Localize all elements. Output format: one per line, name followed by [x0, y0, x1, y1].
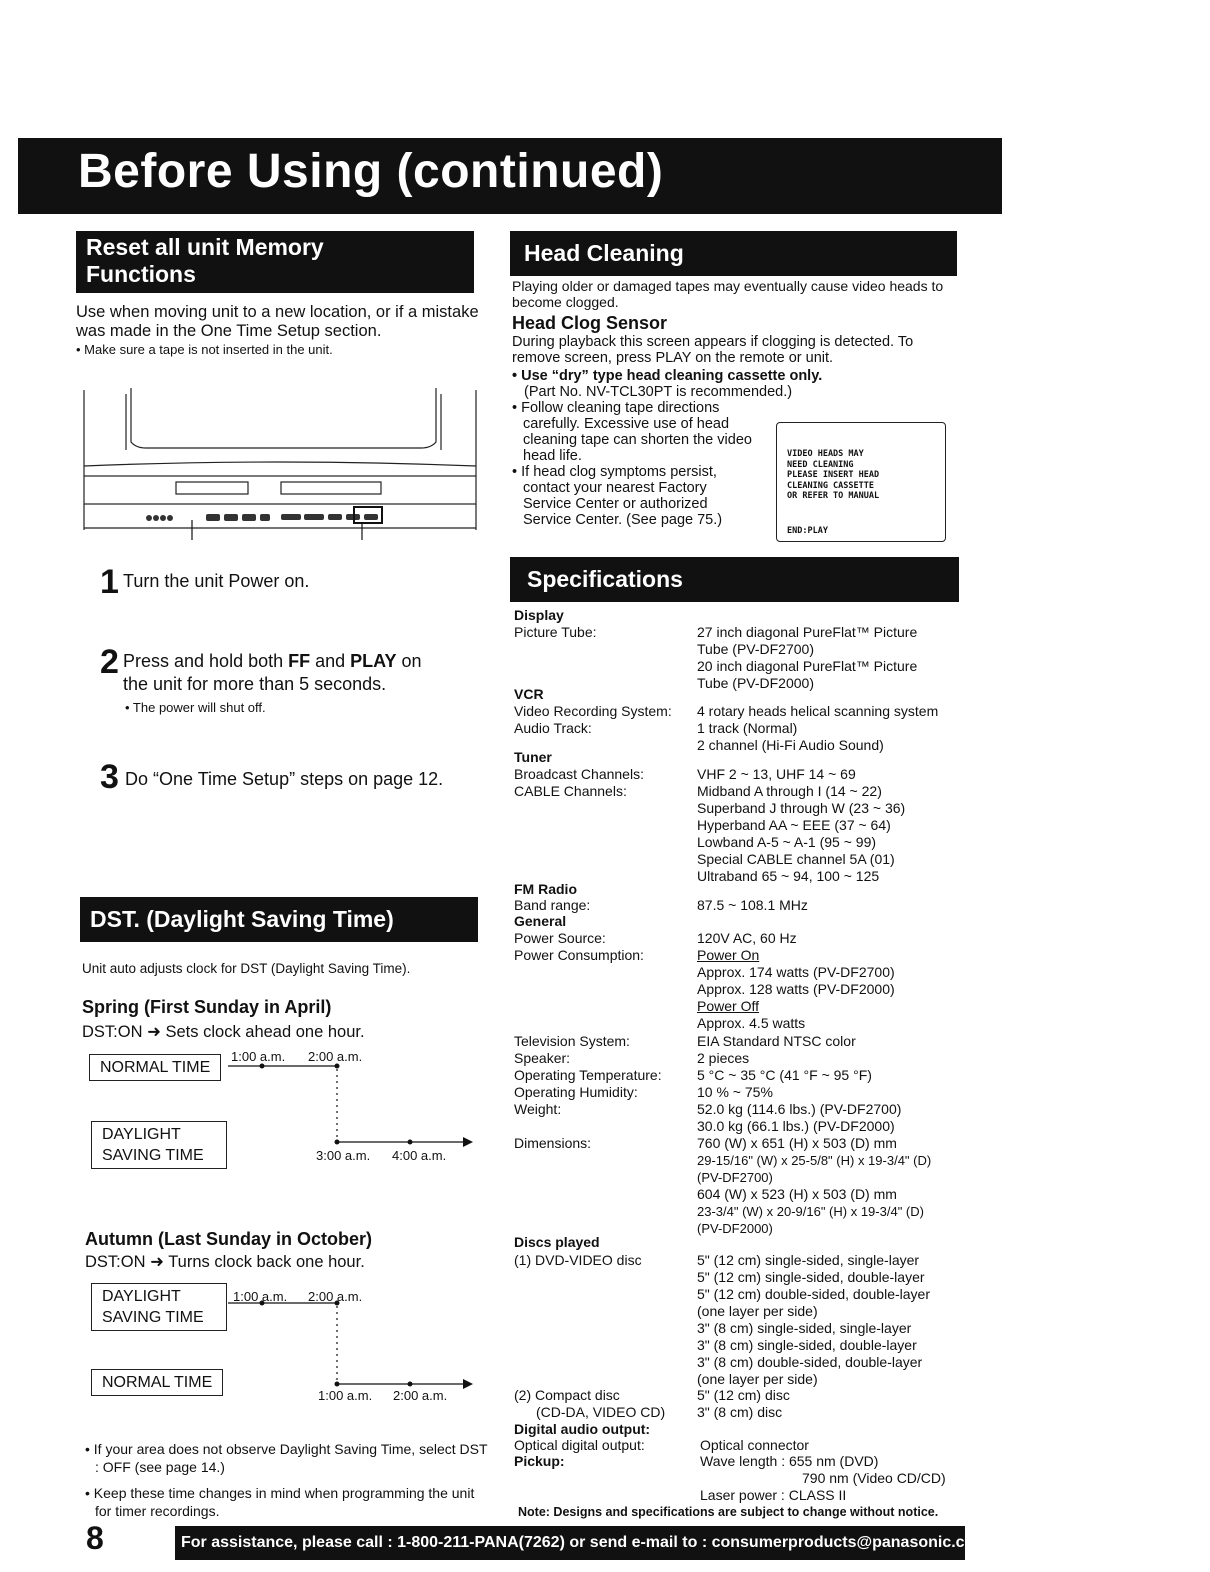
- autumn-time-2: 2:00 a.m.: [308, 1289, 363, 1304]
- dst-intro: Unit auto adjusts clock for DST (Daylight Saving Time).: [82, 961, 411, 976]
- spec-value-dvd-6: 3" (8 cm) single-sided, double-layer: [697, 1337, 917, 1353]
- spec-value-speaker: 2 pieces: [697, 1050, 750, 1066]
- spec-value-vrs: 4 rotary heads helical scanning system: [697, 703, 939, 719]
- hc-bullet-2: • Follow cleaning tape directions carefully. Excessive use of head cleaning tape can shorten the video head life.: [512, 400, 752, 464]
- screen-line-1: VIDEO HEADS MAY: [787, 449, 864, 459]
- hc-bullet-3: • If head clog symptoms persist, contact your nearest Factory Service Center or authorized Service Center. (See page 75.): [512, 464, 723, 528]
- reset-intro: Use when moving unit to a new location, or if a mistake was made in the One Time Setup section.: [76, 303, 479, 340]
- specs-note: Note: Designs and specifications are subject to change without notice.: [518, 1505, 939, 1519]
- spec-value-pk-1: Wave length : 655 nm (DVD): [700, 1453, 879, 1469]
- spring-time-2: 2:00 a.m.: [308, 1049, 363, 1064]
- head-clog-desc: During playback this screen appears if clogging is detected. To remove screen, press PLAY on the remote or unit.: [512, 334, 914, 366]
- autumn-timeline: [225, 1290, 485, 1400]
- spec-group-display: Display: [514, 607, 564, 623]
- spec-group-tuner: Tuner: [514, 749, 552, 765]
- spec-value-at-2: 2 channel (Hi-Fi Audio Sound): [697, 737, 884, 753]
- spec-value-pt-2: Tube (PV-DF2700): [697, 641, 814, 657]
- spec-value-d-4: 604 (W) x 523 (H) x 503 (D) mm: [697, 1186, 897, 1202]
- spec-label-cable: CABLE Channels:: [514, 783, 627, 799]
- step2-text: [123, 650, 483, 696]
- screen-line-2: NEED CLEANING: [787, 459, 854, 470]
- spec-label-cd-sub: (CD-DA, VIDEO CD): [536, 1404, 666, 1420]
- screen-end-play: END:PLAY: [787, 526, 828, 536]
- spec-label-picture-tube: Picture Tube:: [514, 624, 597, 640]
- spec-value-cb-4: Lowband A-5 ~ A-1 (95 ~ 99): [697, 834, 877, 850]
- step2-number: 2: [100, 643, 119, 681]
- spec-value-dvd-2: 5" (12 cm) single-sided, double-layer: [697, 1269, 925, 1285]
- spec-value-cb-5: Special CABLE channel 5A (01): [697, 851, 895, 867]
- autumn-time-4: 2:00 a.m.: [393, 1388, 448, 1403]
- spring-time-3: 3:00 a.m.: [316, 1148, 371, 1163]
- step1-text: Turn the unit Power on.: [123, 571, 310, 591]
- spec-value-pt-3: 20 inch diagonal PureFlat™ Picture: [697, 658, 918, 674]
- dst-note-2: • Keep these time changes in mind when programming the unit for timer recordings.: [85, 1485, 475, 1519]
- autumn-normal-box: NORMAL TIME: [91, 1369, 223, 1396]
- spec-value-pk-2: 790 nm (Video CD/CD): [802, 1470, 946, 1486]
- spec-value-power-off: Power Off: [697, 998, 759, 1014]
- screen-line-5: OR REFER TO MANUAL: [787, 491, 880, 501]
- spec-value-pc-1: Approx. 174 watts (PV-DF2700): [697, 964, 895, 980]
- spec-label-broadcast: Broadcast Channels:: [514, 766, 644, 782]
- spec-group-vcr: VCR: [514, 686, 544, 702]
- spring-desc: DST:ON ➜ Sets clock ahead one hour.: [82, 1023, 365, 1041]
- spec-value-cd-2: 3" (8 cm) disc: [697, 1404, 783, 1420]
- step2-post: on: [396, 651, 422, 671]
- spec-value-op-temp: 5 °C ~ 35 °C (41 °F ~ 95 °F): [697, 1067, 872, 1083]
- head-cleaning-intro: Playing older or damaged tapes may eventually cause video heads to become clogged.: [512, 278, 944, 310]
- autumn-time-1: 1:00 a.m.: [233, 1289, 288, 1304]
- step1-number: 1: [100, 563, 119, 601]
- spec-value-odo: Optical connector: [700, 1437, 809, 1453]
- spec-value-dvd-5: 3" (8 cm) single-sided, single-layer: [697, 1320, 912, 1336]
- spec-label-dimensions: Dimensions:: [514, 1135, 592, 1151]
- head-clog-title: Head Clog Sensor: [512, 313, 668, 333]
- spec-value-d-6: (PV-DF2000): [697, 1221, 773, 1236]
- spring-normal-box: NORMAL TIME: [89, 1054, 221, 1081]
- page-number: 8: [86, 1520, 104, 1556]
- spec-label-speaker: Speaker:: [514, 1050, 571, 1066]
- spec-value-d-3: (PV-DF2700): [697, 1170, 773, 1185]
- spring-daylight-line1: DAYLIGHT: [102, 1126, 181, 1143]
- reset-heading: [76, 231, 474, 293]
- head-cleaning-heading: Head Cleaning: [510, 231, 957, 276]
- spec-label-op-temp: Operating Temperature:: [514, 1067, 662, 1083]
- spring-time-1: 1:00 a.m.: [231, 1049, 286, 1064]
- page-title: Before Using (continued): [78, 145, 664, 198]
- spec-value-cb-1: Midband A through I (14 ~ 22): [697, 783, 882, 799]
- spec-value-pc-2: Approx. 128 watts (PV-DF2000): [697, 981, 895, 997]
- dst-heading: DST. (Daylight Saving Time): [80, 897, 478, 942]
- step2-line2: the unit for more than 5 seconds.: [123, 674, 387, 694]
- spring-title: Spring (First Sunday in April): [82, 997, 332, 1017]
- step2-pre: Press and hold both: [123, 651, 289, 671]
- spec-value-power-source: 120V AC, 60 Hz: [697, 930, 797, 946]
- assistance-footer: For assistance, please call : 1-800-211-PANA(7262) or send e-mail to : consumerproducts@panasonic.com: [175, 1526, 965, 1560]
- spec-value-d-1: 760 (W) x 651 (H) x 503 (D) mm: [697, 1135, 897, 1151]
- spec-label-power-consumption: Power Consumption:: [514, 947, 644, 963]
- screen-line-4: CLEANING CASSETTE: [787, 480, 874, 491]
- spec-value-power-on: Power On: [697, 947, 760, 963]
- spec-value-op-humidity: 10 % ~ 75%: [697, 1084, 773, 1100]
- step3-number: 3: [100, 758, 119, 796]
- spec-value-w-2: 30.0 kg (66.1 lbs.) (PV-DF2000): [697, 1118, 895, 1134]
- spec-value-broadcast: VHF 2 ~ 13, UHF 14 ~ 69: [697, 766, 856, 782]
- tv-illustration: [76, 380, 486, 540]
- spec-value-cd-1: 5" (12 cm) disc: [697, 1387, 790, 1403]
- spec-value-band: 87.5 ~ 108.1 MHz: [697, 897, 808, 913]
- spec-value-cb-6: Ultraband 65 ~ 94, 100 ~ 125: [697, 868, 880, 884]
- autumn-title: Autumn (Last Sunday in October): [85, 1229, 373, 1249]
- step2-note: • The power will shut off.: [125, 700, 266, 715]
- spec-label-op-humidity: Operating Humidity:: [514, 1084, 638, 1100]
- spec-group-general: General: [514, 913, 567, 929]
- spec-value-w-1: 52.0 kg (114.6 lbs.) (PV-DF2700): [697, 1101, 902, 1117]
- spec-group-discs: Discs played: [514, 1234, 600, 1250]
- spec-group-fm: FM Radio: [514, 881, 577, 897]
- spring-daylight-box: [91, 1121, 227, 1169]
- spec-value-dvd-7: 3" (8 cm) double-sided, double-layer: [697, 1354, 923, 1370]
- dst-note-1: • If your area does not observe Daylight Saving Time, select DST : OFF (see page 14.): [85, 1441, 488, 1475]
- spring-daylight-line2: SAVING TIME: [102, 1147, 204, 1164]
- spec-value-dvd-4: (one layer per side): [697, 1303, 818, 1319]
- spec-value-cb-2: Superband J through W (23 ~ 36): [697, 800, 906, 816]
- autumn-time-3: 1:00 a.m.: [318, 1388, 373, 1403]
- reset-heading-line1: Reset all unit Memory: [86, 234, 324, 260]
- step2-play: PLAY: [350, 651, 397, 671]
- spec-value-pt-4: Tube (PV-DF2000): [697, 675, 814, 691]
- reset-heading-line2: Functions: [86, 261, 196, 287]
- spec-label-cd: (2) Compact disc: [514, 1387, 620, 1403]
- spec-group-dao: Digital audio output:: [514, 1421, 651, 1437]
- autumn-daylight-line2: SAVING TIME: [102, 1309, 204, 1326]
- step3-text: Do “One Time Setup” steps on page 12.: [125, 769, 444, 789]
- spec-label-tv-system: Television System:: [514, 1033, 630, 1049]
- autumn-daylight-line1: DAYLIGHT: [102, 1288, 181, 1305]
- spec-label-power-source: Power Source:: [514, 930, 606, 946]
- spec-label-pickup: Pickup:: [514, 1453, 565, 1469]
- spec-value-dvd-8: (one layer per side): [697, 1371, 818, 1387]
- spec-value-pk-3: Laser power : CLASS II: [700, 1487, 847, 1503]
- spec-value-tv-system: EIA Standard NTSC color: [697, 1033, 856, 1049]
- screen-line-3: PLEASE INSERT HEAD: [787, 470, 880, 480]
- spec-label-audio-track: Audio Track:: [514, 720, 592, 736]
- spec-value-pc-3: Approx. 4.5 watts: [697, 1015, 806, 1031]
- spring-time-4: 4:00 a.m.: [392, 1148, 447, 1163]
- spec-value-cb-3: Hyperband AA ~ EEE (37 ~ 64): [697, 817, 891, 833]
- specs-table: [514, 0, 994, 1520]
- reset-note: • Make sure a tape is not inserted in the unit.: [76, 342, 333, 357]
- spec-value-dvd-1: 5" (12 cm) single-sided, single-layer: [697, 1252, 920, 1268]
- autumn-daylight-box: [91, 1283, 227, 1331]
- spec-value-d-2: 29-15/16" (W) x 25-5/8" (H) x 19-3/4" (D): [697, 1153, 932, 1168]
- hc-bullet-1: • Use “dry” type head cleaning cassette only.: [512, 368, 823, 384]
- specs-heading: Specifications: [510, 557, 959, 602]
- spec-value-dvd-3: 5" (12 cm) double-sided, double-layer: [697, 1286, 930, 1302]
- spec-label-weight: Weight:: [514, 1101, 562, 1117]
- step2-and: and: [310, 651, 351, 671]
- spec-label-band: Band range:: [514, 897, 591, 913]
- spec-label-vrs: Video Recording System:: [514, 703, 672, 719]
- hc-bullet-1-sub: (Part No. NV-TCL30PT is recommended.): [524, 384, 793, 400]
- spec-value-at-1: 1 track (Normal): [697, 720, 798, 736]
- step2-ff: FF: [288, 651, 311, 671]
- spec-value-d-5: 23-3/4" (W) x 20-9/16" (H) x 19-3/4" (D): [697, 1204, 924, 1219]
- autumn-desc: DST:ON ➜ Turns clock back one hour.: [85, 1253, 365, 1271]
- spec-label-dvd: (1) DVD-VIDEO disc: [514, 1252, 642, 1268]
- spec-label-odo: Optical digital output:: [514, 1437, 645, 1453]
- spec-value-pt-1: 27 inch diagonal PureFlat™ Picture: [697, 624, 918, 640]
